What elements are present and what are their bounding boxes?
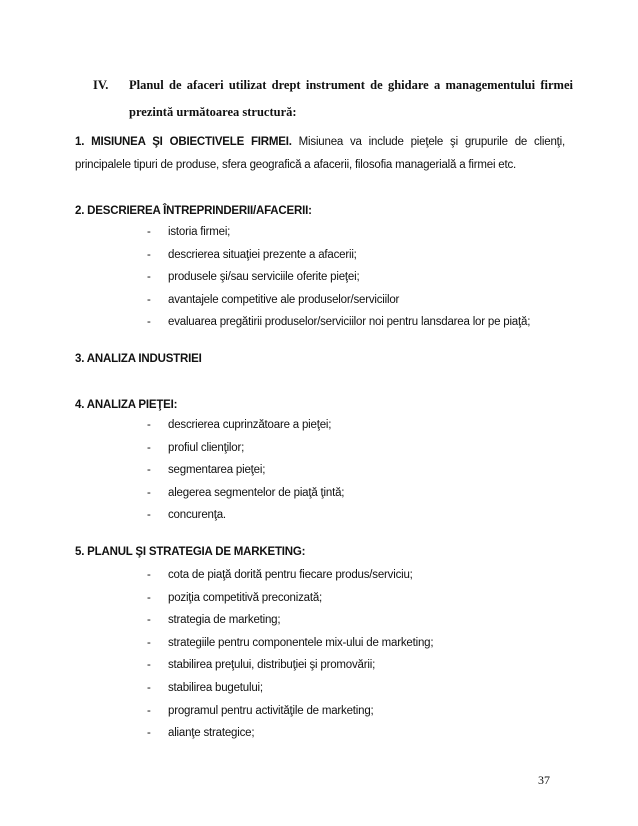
dash-bullet: - bbox=[147, 419, 151, 431]
list-item: - stabilirea preţului, distribuţiei şi promovării; bbox=[147, 654, 577, 677]
section-1-text: Misiunea va include pieţele şi grupurile de clienţi, principalele tipuri de produse, sfera geografică a afacerii, filosofia managerială a firmei etc. bbox=[75, 136, 565, 171]
list-item: - alegerea segmentelor de piaţă ţintă; bbox=[147, 482, 577, 505]
section-5-list bbox=[147, 564, 577, 745]
dash-bullet: - bbox=[147, 681, 151, 694]
section-2-title: 2. DESCRIEREA ÎNTREPRINDERII/AFACERII: bbox=[75, 205, 312, 217]
dash-bullet: - bbox=[147, 727, 151, 740]
dash-bullet: - bbox=[147, 614, 151, 627]
dash-bullet: - bbox=[147, 441, 151, 454]
section-1 bbox=[75, 131, 565, 177]
list-item: - profiul clienţilor; bbox=[147, 437, 577, 460]
list-item: - alianţe strategice; bbox=[147, 722, 577, 745]
dash-bullet: - bbox=[147, 636, 151, 649]
list-item: - descrierea cuprinzătoare a pieţei; bbox=[147, 414, 577, 437]
dash-bullet: - bbox=[147, 248, 151, 261]
page-number: 37 bbox=[538, 773, 550, 787]
list-item: - descrierea situaţiei prezente a afacerii; bbox=[147, 244, 577, 267]
list-item: - avantajele competitive ale produselor/serviciilor bbox=[147, 289, 577, 312]
list-item: - programul pentru activităţile de marketing; bbox=[147, 700, 577, 723]
list-item: - evaluarea pregătirii produselor/serviciilor noi pentru lansdarea lor pe piaţă; bbox=[147, 311, 577, 334]
section-2-list bbox=[147, 221, 577, 334]
list-item: - segmentarea pieţei; bbox=[147, 459, 577, 482]
section-4-list bbox=[147, 414, 577, 527]
dash-bullet: - bbox=[147, 226, 151, 238]
dash-bullet: - bbox=[147, 591, 151, 604]
dash-bullet: - bbox=[147, 704, 151, 717]
dash-bullet: - bbox=[147, 316, 151, 329]
section-1-title: 1. MISIUNEA ŞI OBIECTIVELE FIRMEI. bbox=[75, 136, 292, 148]
list-item: - strategia de marketing; bbox=[147, 609, 577, 632]
list-item: - produsele şi/sau serviciile oferite pieţei; bbox=[147, 266, 577, 289]
list-item: - stabilirea bugetului; bbox=[147, 677, 577, 700]
dash-bullet: - bbox=[147, 509, 151, 522]
list-item: - strategiile pentru componentele mix-ului de marketing; bbox=[147, 632, 577, 655]
list-item: - concurenţa. bbox=[147, 504, 577, 527]
dash-bullet: - bbox=[147, 486, 151, 499]
section-4-title: 4. ANALIZA PIEŢEI: bbox=[75, 399, 178, 411]
heading-text: Planul de afaceri utilizat drept instrument de ghidare a managementului firmei prezintă următoarea structură: bbox=[129, 78, 573, 119]
dash-bullet: - bbox=[147, 659, 151, 672]
dash-bullet: - bbox=[147, 293, 151, 306]
dash-bullet: - bbox=[147, 464, 151, 477]
heading-number: IV. bbox=[93, 78, 109, 92]
list-item: - poziţia competitivă preconizată; bbox=[147, 587, 577, 610]
list-item: - cota de piaţă dorită pentru fiecare produs/serviciu; bbox=[147, 564, 577, 587]
dash-bullet: - bbox=[147, 569, 151, 581]
list-item: - istoria firmei; bbox=[147, 221, 577, 244]
section-3-title: 3. ANALIZA INDUSTRIEI bbox=[75, 353, 202, 365]
dash-bullet: - bbox=[147, 271, 151, 284]
section-heading-iv bbox=[93, 72, 573, 126]
section-5-title: 5. PLANUL ŞI STRATEGIA DE MARKETING: bbox=[75, 546, 306, 558]
